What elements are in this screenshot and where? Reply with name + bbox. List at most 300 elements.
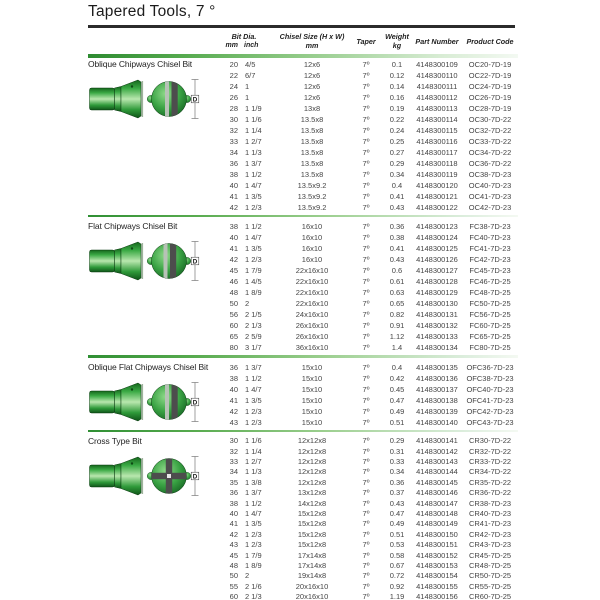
bit-dia-mm-cell: 20	[229, 59, 238, 69]
chisel-size-cell: 12x12x8	[297, 467, 327, 477]
part-number-cell: 4148300134	[416, 343, 458, 353]
part-number-cell: 4148300118	[416, 158, 458, 168]
row-spacer	[88, 530, 214, 540]
header-part-number-label: Part Number	[415, 36, 459, 46]
bit-dia-mm-cell: 43	[229, 417, 238, 427]
row-spacer	[88, 540, 214, 550]
part-number-cell: 4148300117	[416, 147, 458, 157]
oblique-chisel-bit-illustration	[88, 77, 200, 121]
spec-row	[88, 169, 518, 180]
product-code-cell: FC46-7D-25	[469, 277, 511, 287]
bit-dia-mm-cell: 33	[229, 457, 238, 467]
bit-dia-mm-cell: 41	[229, 244, 238, 254]
spec-row	[88, 320, 518, 331]
product-code-cell: FC48-7D-25	[469, 288, 511, 298]
chisel-size-cell: 12x12x8	[297, 477, 327, 487]
page-title: Tapered Tools, 7 °	[88, 3, 216, 20]
product-code-cell: FC60-7D-25	[469, 321, 511, 331]
taper-cell: 7º	[362, 125, 370, 135]
product-code-cell: OC42-7D-23	[468, 202, 512, 212]
product-code-cell: OC30-7D-22	[468, 114, 512, 124]
bit-dia-inch-cell: 1 2/3	[245, 255, 262, 265]
part-number-cell: 4148300139	[416, 406, 458, 416]
weight-cell: 0.22	[389, 114, 405, 124]
weight-cell: 0.6	[391, 266, 403, 276]
part-number-cell: 4148300152	[416, 550, 458, 560]
weight-cell: 0.41	[389, 191, 405, 201]
flat-chisel-bit-illustration	[88, 239, 200, 283]
taper-cell: 7º	[362, 560, 370, 570]
weight-cell: 0.61	[389, 277, 405, 287]
chisel-size-cell: 15x10	[301, 362, 323, 372]
part-number-cell: 4148300137	[416, 384, 458, 394]
product-code-cell: OFC38-7D-23	[466, 373, 514, 383]
bit-dia-inch-cell: 1 3/7	[245, 158, 262, 168]
weight-cell: 0.33	[389, 457, 405, 467]
taper-cell: 7º	[362, 362, 370, 372]
spec-row	[88, 158, 518, 169]
spec-row	[88, 551, 518, 561]
header-product-code-label: Product Code	[466, 36, 514, 46]
taper-cell: 7º	[362, 571, 370, 581]
product-code-cell: OFC43-7D-23	[466, 417, 514, 427]
chisel-size-cell: 16x10	[301, 233, 323, 243]
chisel-size-cell: 12x12x8	[297, 436, 327, 446]
part-number-cell: 4148300145	[416, 477, 458, 487]
chisel-size-cell: 22x16x10	[295, 299, 329, 309]
taper-cell: 7º	[362, 233, 370, 243]
bit-dia-inch-cell: 1 8/9	[245, 560, 262, 570]
product-code-cell: FC50-7D-25	[469, 299, 511, 309]
bit-dia-mm-cell: 30	[229, 114, 238, 124]
product-code-cell: CR36-7D-22	[468, 488, 512, 498]
weight-cell: 0.31	[389, 446, 405, 456]
spec-row	[88, 331, 518, 342]
product-code-cell: CR42-7D-23	[468, 529, 512, 539]
taper-cell: 7º	[362, 310, 370, 320]
part-number-cell: 4148300130	[416, 299, 458, 309]
row-spacer	[88, 571, 214, 581]
chisel-size-cell: 22x16x10	[295, 277, 329, 287]
chisel-size-cell: 24x16x10	[295, 310, 329, 320]
product-code-cell: FC56-7D-25	[469, 310, 511, 320]
chisel-size-cell: 12x6	[303, 70, 321, 80]
taper-cell: 7º	[362, 103, 370, 113]
chisel-size-cell: 17x14x8	[297, 560, 327, 570]
bit-dia-inch-cell: 1 3/7	[245, 488, 262, 498]
part-number-cell: 4148300144	[416, 467, 458, 477]
product-code-cell: OC28-7D-19	[468, 103, 512, 113]
row-spacer	[88, 125, 214, 136]
weight-cell: 0.29	[389, 436, 405, 446]
chisel-size-cell: 16x10	[301, 255, 323, 265]
weight-cell: 0.53	[389, 540, 405, 550]
product-code-cell: OC34-7D-22	[468, 147, 512, 157]
bit-dia-mm-cell: 42	[229, 529, 238, 539]
row-spacer	[88, 519, 214, 529]
header-taper	[350, 29, 382, 53]
row-spacer	[88, 342, 214, 353]
taper-cell: 7º	[362, 477, 370, 487]
product-code-cell: CR30-7D-22	[468, 436, 512, 446]
part-number-cell: 4148300154	[416, 571, 458, 581]
chisel-size-cell: 15x10	[301, 417, 323, 427]
section-title: Oblique Chipways Chisel Bit	[88, 58, 193, 69]
chisel-size-cell: 13.5x8	[300, 114, 324, 124]
bit-dia-inch-cell: 4/5	[245, 59, 256, 69]
bit-dia-mm-cell: 35	[229, 477, 238, 487]
weight-cell: 0.25	[389, 136, 405, 146]
taper-cell: 7º	[362, 180, 370, 190]
header-chisel-size-unit: mm	[305, 41, 319, 50]
row-spacer	[88, 499, 214, 509]
part-number-cell: 4148300146	[416, 488, 458, 498]
part-number-cell: 4148300143	[416, 457, 458, 467]
section-cross	[88, 435, 518, 600]
product-code-cell: FC65-7D-25	[469, 332, 511, 342]
bit-dia-inch-cell: 1 3/5	[245, 395, 262, 405]
product-code-cell: FC80-7D-25	[469, 343, 511, 353]
product-code-cell: FC45-7D-23	[469, 266, 511, 276]
row-spacer	[88, 191, 214, 202]
taper-cell: 7º	[362, 255, 370, 265]
bit-dia-mm-cell: 42	[229, 255, 238, 265]
bit-dia-inch-cell: 1 2/3	[245, 529, 262, 539]
weight-cell: 0.42	[389, 373, 405, 383]
spec-row	[88, 125, 518, 136]
chisel-size-cell: 26x16x10	[295, 321, 329, 331]
chisel-size-cell: 15x12x8	[297, 529, 327, 539]
weight-cell: 0.72	[389, 571, 405, 581]
part-number-cell: 4148300150	[416, 529, 458, 539]
bit-dia-inch-cell: 1 3/5	[245, 519, 262, 529]
header-product-code	[462, 29, 518, 53]
part-number-cell: 4148300135	[416, 362, 458, 372]
row-spacer	[88, 320, 214, 331]
part-number-cell: 4148300138	[416, 395, 458, 405]
bit-dia-inch-cell: 1 1/4	[245, 446, 262, 456]
spec-row	[88, 298, 518, 309]
header-weight-unit: kg	[392, 41, 402, 50]
taper-cell: 7º	[362, 446, 370, 456]
bit-dia-mm-cell: 33	[229, 136, 238, 146]
product-code-cell: OC41-7D-23	[468, 191, 512, 201]
dimension-label: D	[192, 473, 198, 481]
bit-dia-inch-cell: 1 1/2	[245, 222, 262, 232]
part-number-cell: 4148300124	[416, 233, 458, 243]
product-code-cell: CR38-7D-23	[468, 498, 512, 508]
product-code-cell: CR60-7D-25	[468, 592, 512, 600]
spec-row	[88, 519, 518, 529]
part-number-cell: 4148300128	[416, 277, 458, 287]
chisel-size-cell: 20x16x10	[295, 581, 329, 591]
header-chisel-size	[274, 29, 350, 53]
taper-cell: 7º	[362, 202, 370, 212]
taper-cell: 7º	[362, 114, 370, 124]
cross-bit-illustration	[88, 454, 200, 498]
part-number-cell: 4148300129	[416, 288, 458, 298]
chisel-size-cell: 15x10	[301, 384, 323, 394]
product-code-cell: OFC40-7D-23	[466, 384, 514, 394]
bit-dia-mm-cell: 40	[229, 233, 238, 243]
part-number-cell: 4148300136	[416, 373, 458, 383]
bit-dia-mm-cell: 22	[229, 70, 238, 80]
chisel-size-cell: 15x12x8	[297, 509, 327, 519]
taper-cell: 7º	[362, 59, 370, 69]
section-divider	[88, 430, 518, 433]
taper-cell: 7º	[362, 509, 370, 519]
spec-row	[88, 499, 518, 509]
bit-dia-mm-cell: 48	[229, 288, 238, 298]
spec-table	[88, 29, 518, 600]
spec-row	[88, 136, 518, 147]
chisel-size-cell: 13.5x8	[300, 125, 324, 135]
weight-cell: 0.43	[389, 498, 405, 508]
part-number-cell: 4148300111	[416, 81, 458, 91]
bit-dia-inch-cell: 1 2/3	[245, 417, 262, 427]
row-spacer	[88, 309, 214, 320]
part-number-cell: 4148300113	[416, 103, 458, 113]
row-spacer	[88, 147, 214, 158]
taper-cell: 7º	[362, 457, 370, 467]
bit-dia-inch-cell: 2 1/6	[245, 581, 262, 591]
weight-cell: 0.34	[389, 467, 405, 477]
spec-row	[88, 191, 518, 202]
chisel-size-cell: 15x10	[301, 373, 323, 383]
product-code-cell: OC22-7D-19	[468, 70, 512, 80]
product-code-cell: CR35-7D-22	[468, 477, 512, 487]
bit-dia-mm-cell: 36	[229, 158, 238, 168]
weight-cell: 0.58	[389, 550, 405, 560]
oblique-flat-chisel-bit-illustration	[88, 380, 200, 424]
bit-dia-mm-cell: 42	[229, 202, 238, 212]
part-number-cell: 4148300110	[416, 70, 458, 80]
weight-cell: 0.51	[389, 417, 405, 427]
weight-cell: 1.12	[389, 332, 405, 342]
row-spacer	[88, 331, 214, 342]
weight-cell: 0.45	[389, 384, 405, 394]
taper-cell: 7º	[362, 158, 370, 168]
bit-dia-inch-cell: 1 4/7	[245, 384, 262, 394]
bit-dia-inch-cell: 1	[245, 81, 250, 91]
taper-cell: 7º	[362, 406, 370, 416]
bit-dia-mm-cell: 34	[229, 467, 238, 477]
taper-cell: 7º	[362, 373, 370, 383]
part-number-cell: 4148300140	[416, 417, 458, 427]
weight-cell: 0.47	[389, 395, 405, 405]
header-bit-dia-label: Bit Dia.	[231, 32, 257, 41]
bit-dia-mm-cell: 34	[229, 147, 238, 157]
bit-dia-mm-cell: 43	[229, 540, 238, 550]
taper-cell: 7º	[362, 288, 370, 298]
product-code-cell: CR33-7D-22	[468, 457, 512, 467]
bit-dia-mm-cell: 46	[229, 277, 238, 287]
weight-cell: 0.38	[389, 233, 405, 243]
bit-dia-inch-cell: 1 2/7	[245, 136, 262, 146]
bit-dia-mm-cell: 48	[229, 560, 238, 570]
product-code-cell: OC20-7D-19	[468, 59, 512, 69]
product-code-cell: OC38-7D-23	[468, 169, 512, 179]
bit-dia-inch-cell: 1 4/7	[245, 180, 262, 190]
bit-dia-mm-cell: 80	[229, 343, 238, 353]
bit-dia-inch-cell: 1 7/9	[245, 550, 262, 560]
taper-cell: 7º	[362, 321, 370, 331]
bit-dia-mm-cell: 36	[229, 488, 238, 498]
chisel-size-cell: 36x16x10	[295, 343, 329, 353]
taper-cell: 7º	[362, 395, 370, 405]
taper-cell: 7º	[362, 81, 370, 91]
taper-cell: 7º	[362, 384, 370, 394]
part-number-cell: 4148300147	[416, 498, 458, 508]
section-divider	[88, 215, 518, 218]
bit-dia-inch-cell: 1 3/8	[245, 477, 262, 487]
bit-dia-mm-cell: 40	[229, 384, 238, 394]
product-code-cell: OFC41-7D-23	[466, 395, 514, 405]
product-code-cell: CR45-7D-25	[468, 550, 512, 560]
row-spacer	[88, 180, 214, 191]
bit-dia-inch-cell: 1 1/3	[245, 147, 262, 157]
taper-cell: 7º	[362, 467, 370, 477]
weight-cell: 0.4	[391, 362, 403, 372]
taper-cell: 7º	[362, 244, 370, 254]
header-bit-dia	[214, 29, 274, 53]
chisel-size-cell: 15x10	[301, 406, 323, 416]
bit-dia-inch-cell: 1 2/3	[245, 540, 262, 550]
spec-row	[88, 287, 518, 298]
header-chisel-size-label: Chisel Size (H x W)	[279, 32, 345, 41]
bit-dia-mm-cell: 60	[229, 592, 238, 600]
weight-cell: 0.47	[389, 509, 405, 519]
row-spacer	[88, 582, 214, 592]
weight-cell: 0.37	[389, 488, 405, 498]
spec-row	[88, 147, 518, 158]
bit-dia-inch-cell: 1 1/6	[245, 114, 262, 124]
bit-dia-mm-cell: 38	[229, 222, 238, 232]
part-number-cell: 4148300132	[416, 321, 458, 331]
spec-row	[88, 540, 518, 550]
bit-dia-mm-cell: 42	[229, 406, 238, 416]
row-spacer	[88, 551, 214, 561]
bit-dia-inch-cell: 1 1/2	[245, 373, 262, 383]
taper-cell: 7º	[362, 529, 370, 539]
product-code-cell: FC41-7D-23	[469, 244, 511, 254]
weight-cell: 0.41	[389, 244, 405, 254]
spec-row	[88, 582, 518, 592]
part-number-cell: 4148300156	[416, 592, 458, 600]
chisel-size-cell: 12x6	[303, 81, 321, 91]
part-number-cell: 4148300122	[416, 202, 458, 212]
section-title: Flat Chipways Chisel Bit	[88, 221, 178, 232]
bit-dia-mm-cell: 50	[229, 571, 238, 581]
weight-cell: 0.29	[389, 158, 405, 168]
chisel-size-cell: 13.5x8	[300, 158, 324, 168]
product-code-cell: OC40-7D-23	[468, 180, 512, 190]
taper-cell: 7º	[362, 436, 370, 446]
chisel-size-cell: 15x12x8	[297, 519, 327, 529]
product-code-cell: CR40-7D-23	[468, 509, 512, 519]
part-number-cell: 4148300131	[416, 310, 458, 320]
bit-dia-inch-cell: 1 2/7	[245, 457, 262, 467]
bit-dia-mm-cell: 60	[229, 321, 238, 331]
section-divider	[88, 355, 518, 358]
weight-cell: 0.43	[389, 255, 405, 265]
row-spacer	[88, 202, 214, 213]
product-code-cell: CR34-7D-22	[468, 467, 512, 477]
weight-cell: 0.14	[389, 81, 405, 91]
bit-dia-mm-cell: 26	[229, 92, 238, 102]
chisel-size-cell: 26x16x10	[295, 332, 329, 342]
chisel-size-cell: 22x16x10	[295, 288, 329, 298]
chisel-size-cell: 12x6	[303, 92, 321, 102]
bit-dia-mm-cell: 38	[229, 169, 238, 179]
taper-cell: 7º	[362, 136, 370, 146]
weight-cell: 0.63	[389, 288, 405, 298]
chisel-size-cell: 12x12x8	[297, 457, 327, 467]
chisel-size-cell: 13.5x8	[300, 169, 324, 179]
taper-cell: 7º	[362, 191, 370, 201]
spec-row	[88, 592, 518, 600]
bit-dia-inch-cell: 2	[245, 299, 250, 309]
bit-dia-mm-cell: 40	[229, 509, 238, 519]
chisel-size-cell: 12x12x8	[297, 446, 327, 456]
taper-cell: 7º	[362, 299, 370, 309]
part-number-cell: 4148300149	[416, 519, 458, 529]
sections-container	[88, 58, 518, 600]
bit-dia-mm-cell: 45	[229, 550, 238, 560]
bit-dia-inch-cell: 1 3/5	[245, 244, 262, 254]
chisel-size-cell: 13x12x8	[297, 488, 327, 498]
spec-row	[88, 571, 518, 581]
chisel-size-cell: 13.5x9.2	[297, 191, 327, 201]
part-number-cell: 4148300120	[416, 180, 458, 190]
spec-row	[88, 530, 518, 540]
bit-dia-inch-cell: 1 1/3	[245, 467, 262, 477]
bit-dia-inch-cell: 1 1/9	[245, 103, 262, 113]
taper-cell: 7º	[362, 92, 370, 102]
part-number-cell: 4148300155	[416, 581, 458, 591]
section-oblique-chisel	[88, 58, 518, 218]
chisel-size-cell: 22x16x10	[295, 266, 329, 276]
bit-dia-mm-cell: 38	[229, 498, 238, 508]
weight-cell: 0.51	[389, 529, 405, 539]
part-number-cell: 4148300126	[416, 255, 458, 265]
part-number-cell: 4148300151	[416, 540, 458, 550]
taper-cell: 7º	[362, 147, 370, 157]
bit-dia-mm-cell: 45	[229, 266, 238, 276]
bit-dia-mm-cell: 65	[229, 332, 238, 342]
weight-cell: 0.67	[389, 560, 405, 570]
bit-dia-inch-cell: 2 1/3	[245, 321, 262, 331]
bit-dia-inch-cell: 1 2/3	[245, 406, 262, 416]
weight-cell: 0.27	[389, 147, 405, 157]
bit-dia-inch-cell: 1 4/7	[245, 509, 262, 519]
product-code-cell: CR50-7D-25	[468, 571, 512, 581]
part-number-cell: 4148300109	[416, 59, 458, 69]
chisel-size-cell: 17x14x8	[297, 550, 327, 560]
weight-cell: 0.82	[389, 310, 405, 320]
taper-cell: 7º	[362, 266, 370, 276]
taper-cell: 7º	[362, 581, 370, 591]
bit-dia-mm-cell: 38	[229, 373, 238, 383]
product-code-cell: OC24-7D-19	[468, 81, 512, 91]
dimension-label: D	[192, 258, 198, 266]
weight-cell: 1.19	[389, 592, 405, 600]
row-spacer	[88, 169, 214, 180]
taper-cell: 7º	[362, 169, 370, 179]
title-rule	[88, 25, 515, 28]
row-spacer	[88, 509, 214, 519]
part-number-cell: 4148300153	[416, 560, 458, 570]
